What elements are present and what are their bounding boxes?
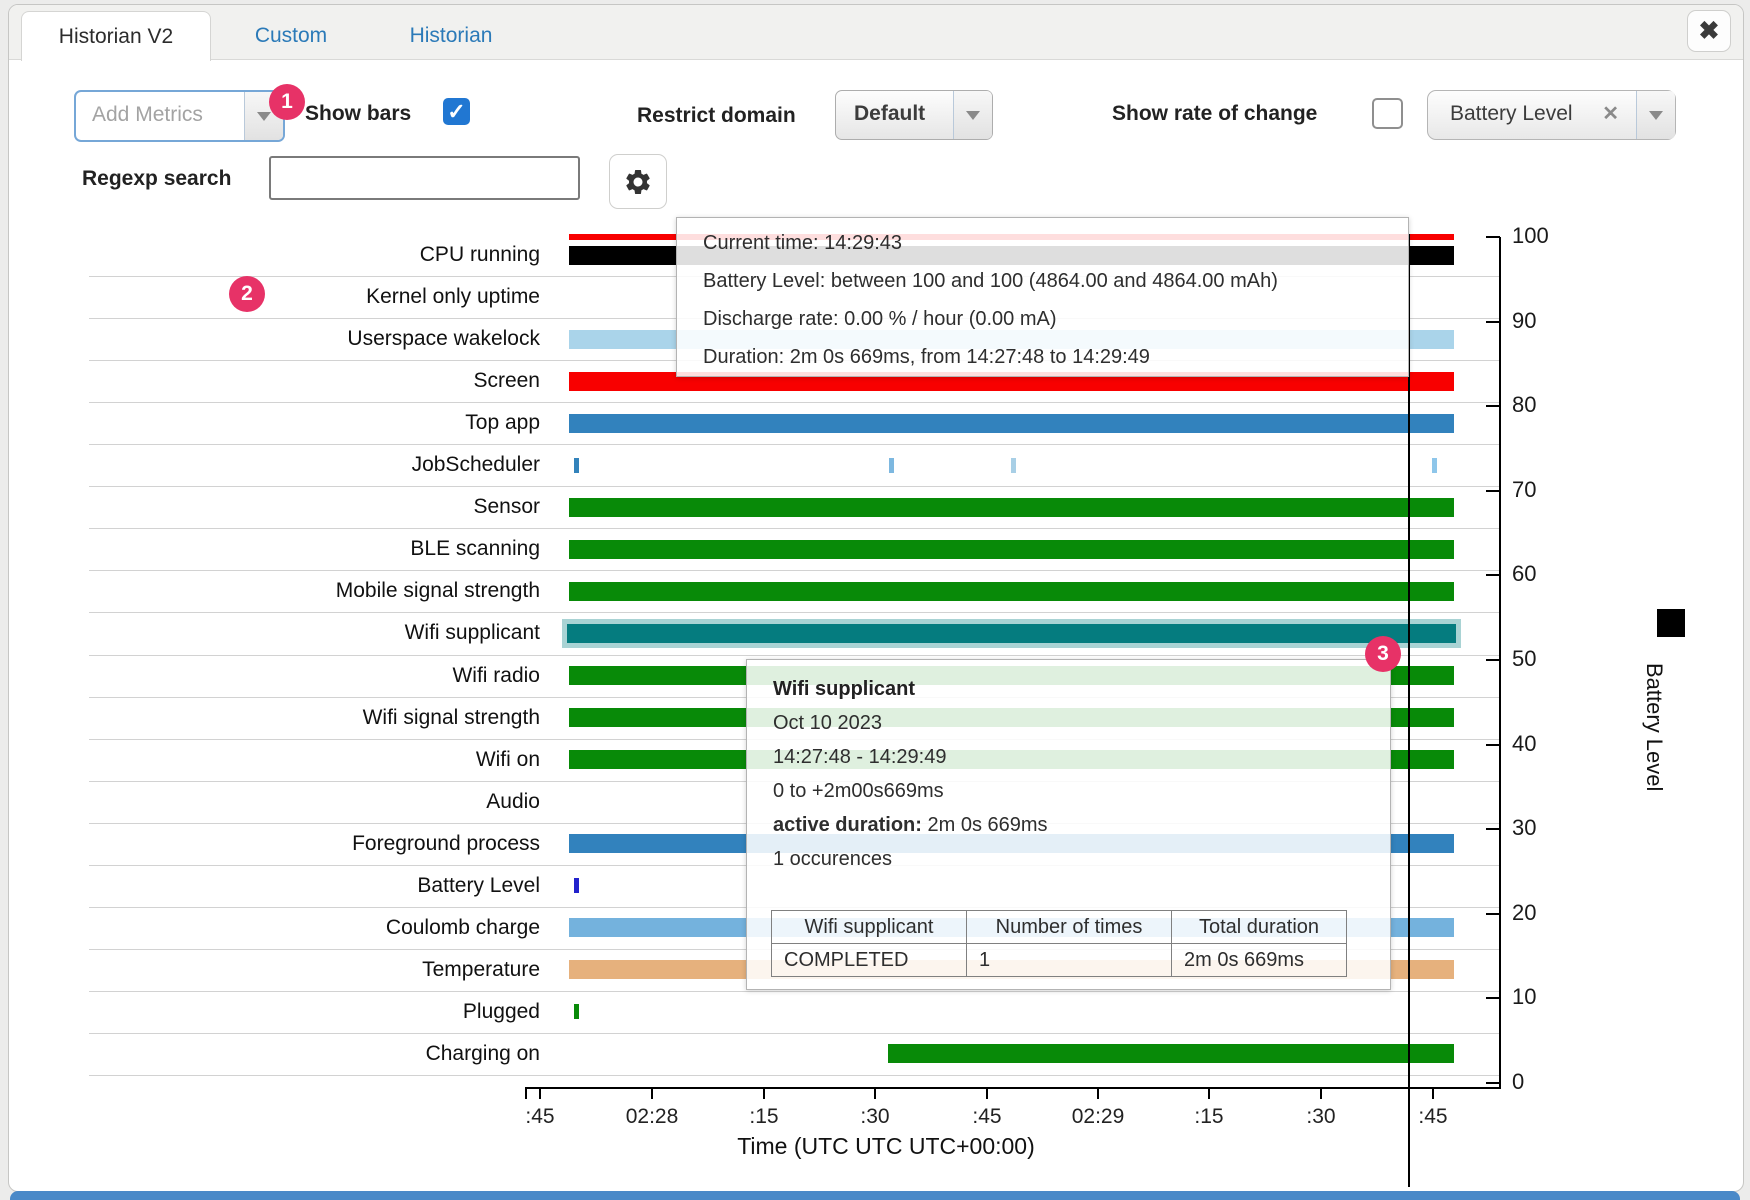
table-header-row	[772, 911, 1347, 944]
gear-icon	[623, 167, 653, 197]
y-axis-tick-label: 20	[1512, 899, 1537, 925]
x-axis-tick-label: :45	[525, 1105, 555, 1128]
show-rate-checkbox[interactable]	[1372, 98, 1403, 129]
x-axis	[525, 1087, 1500, 1089]
settings-button[interactable]	[609, 154, 667, 209]
legend-swatch	[1657, 609, 1685, 637]
add-metrics-placeholder: Add Metrics	[92, 103, 203, 126]
row-label-charging-on: Charging on	[425, 1041, 540, 1065]
bottom-panel-edge	[10, 1191, 1740, 1200]
bar-sensor[interactable]	[569, 498, 1454, 517]
row-label-coulomb-charge: Coulomb charge	[385, 915, 540, 939]
row-label-ble-scanning: BLE scanning	[410, 537, 540, 561]
row-label-top-app: Top app	[465, 411, 540, 435]
tab-historian-v2[interactable]: Historian V2	[21, 11, 211, 61]
y-axis-tick-label: 40	[1512, 730, 1537, 756]
table-header: Number of times	[967, 911, 1172, 944]
annotation-badge-2: 2	[229, 276, 265, 312]
y-axis-tick-label: 100	[1512, 223, 1549, 248]
y-axis-tick	[1486, 574, 1500, 576]
x-axis-tick-label: 02:28	[625, 1105, 679, 1128]
row-label-wifi-signal-strength: Wifi signal strength	[362, 705, 540, 729]
bar-plugged[interactable]	[574, 1004, 579, 1019]
tab-historian[interactable]: Historian	[409, 24, 493, 47]
bar-jobscheduler[interactable]	[1432, 458, 1437, 473]
wifi-supplicant-tooltip	[746, 659, 1391, 990]
bar-jobscheduler[interactable]	[574, 458, 579, 473]
x-axis-tick-label: 02:29	[1071, 1105, 1125, 1128]
table-cell: 2m 0s 669ms	[1172, 944, 1347, 977]
close-icon: ✖	[1698, 17, 1720, 45]
restrict-domain-dropdown-button[interactable]	[953, 91, 992, 139]
x-axis-tick-label: :30	[1306, 1105, 1336, 1128]
close-button[interactable]	[1687, 10, 1731, 52]
restrict-domain-label: Restrict domain	[637, 104, 796, 127]
table-cell: COMPLETED	[772, 944, 967, 977]
row-label-wifi-on: Wifi on	[475, 747, 540, 771]
y-axis-tick	[1486, 236, 1500, 238]
y-axis-tick	[1486, 1082, 1500, 1084]
row-label-plugged: Plugged	[462, 999, 540, 1023]
row-label-sensor: Sensor	[473, 495, 540, 519]
y-axis-tick	[1486, 321, 1500, 323]
tooltip-line-current-time: Current time: 14:29:43	[703, 232, 902, 254]
show-rate-label: Show rate of change	[1112, 102, 1318, 125]
x-axis-tick-label: :15	[1194, 1105, 1224, 1128]
tooltip-active-duration	[747, 808, 1390, 842]
y-axis-tick	[1486, 913, 1500, 915]
y-axis-tick	[1486, 405, 1500, 407]
row-label-screen: Screen	[473, 369, 540, 393]
row-label-foreground-process: Foreground process	[352, 831, 540, 855]
x-axis-tick-label: :45	[1418, 1105, 1448, 1128]
restrict-domain-select[interactable]	[835, 90, 993, 140]
y-axis-tick	[1486, 744, 1500, 746]
bar-wifi-supplicant[interactable]	[567, 624, 1456, 643]
active-duration-label: active duration:	[773, 814, 922, 836]
y-axis-tick-label: 0	[1512, 1069, 1525, 1094]
chevron-down-icon	[966, 111, 980, 120]
tooltip-occurrences: 1 occurences	[773, 848, 892, 870]
metric-chip-label: Battery Level	[1450, 102, 1573, 125]
app-window	[8, 4, 1744, 1192]
y-axis-tick	[1486, 997, 1500, 999]
y-axis-tick-label: 10	[1512, 984, 1537, 1010]
active-duration-value: 2m 0s 669ms	[921, 814, 1048, 836]
y-axis-tick-label: 90	[1512, 307, 1537, 333]
table-cell: 1	[967, 944, 1172, 977]
bar-mobile-signal-strength[interactable]	[569, 582, 1454, 601]
bar-jobscheduler[interactable]	[889, 458, 894, 473]
row-label-battery-level: Battery Level	[417, 873, 540, 897]
current-time-tooltip	[676, 217, 1409, 377]
row-label-jobscheduler: JobScheduler	[411, 453, 540, 477]
x-axis-tick-label: :30	[860, 1105, 890, 1128]
metric-chip-dropdown-button[interactable]	[1636, 91, 1675, 139]
annotation-badge-1: 1	[269, 84, 305, 120]
legend-label: Battery Level	[1642, 663, 1667, 792]
tooltip-title: Wifi supplicant	[773, 678, 916, 700]
chevron-down-icon	[257, 112, 271, 121]
table-header: Total duration	[1172, 911, 1347, 944]
x-axis-tick-label: :15	[749, 1105, 779, 1128]
table-header: Wifi supplicant	[772, 911, 967, 944]
row-separator	[89, 1075, 1500, 1076]
row-label-cpu-running: CPU running	[419, 243, 540, 266]
row-label-wifi-radio: Wifi radio	[452, 663, 540, 687]
regexp-search-label: Regexp search	[82, 167, 232, 190]
y-axis	[1499, 237, 1501, 1089]
add-metrics-combobox[interactable]	[74, 90, 285, 142]
wifi-supplicant-table	[771, 910, 1347, 977]
row-label-kernel-only-uptime: Kernel only uptime	[366, 285, 540, 309]
remove-metric-icon[interactable]: ✕	[1602, 103, 1619, 125]
show-bars-checkbox[interactable]	[443, 98, 470, 125]
y-axis-tick	[1486, 490, 1500, 492]
table-row	[772, 944, 1347, 977]
y-axis-tick-label: 60	[1512, 561, 1537, 587]
tooltip-line-battery-level: Battery Level: between 100 and 100 (4864.00 and 4864.00 mAh)	[703, 270, 1278, 292]
check-icon: ✓	[447, 99, 466, 124]
bar-ble-scanning[interactable]	[569, 540, 1454, 559]
tab-custom[interactable]: Custom	[254, 24, 328, 47]
tooltip-line-duration: Duration: 2m 0s 669ms, from 14:27:48 to 14:29:49	[703, 346, 1150, 368]
restrict-domain-value: Default	[854, 102, 926, 125]
row-label-temperature: Temperature	[422, 957, 540, 981]
x-axis-tick-label: :45	[972, 1105, 1002, 1128]
y-axis-tick-label: 30	[1512, 815, 1537, 841]
row-label-mobile-signal-strength: Mobile signal strength	[335, 579, 540, 603]
tab-bar	[9, 5, 1743, 60]
bar-top-app[interactable]	[569, 414, 1454, 433]
row-label-wifi-supplicant: Wifi supplicant	[404, 621, 540, 645]
regexp-search-input[interactable]	[269, 156, 580, 200]
tooltip-line-discharge-rate: Discharge rate: 0.00 % / hour (0.00 mA)	[703, 308, 1057, 330]
y-axis-tick	[1486, 828, 1500, 830]
y-axis-tick	[1486, 659, 1500, 661]
show-bars-label: Show bars	[305, 102, 412, 125]
y-axis-tick-label: 50	[1512, 646, 1537, 671]
bar-charging-on[interactable]	[888, 1044, 1454, 1063]
row-label-audio: Audio	[486, 789, 540, 813]
metric-filter-chip[interactable]	[1427, 90, 1676, 140]
annotation-badge-3: 3	[1365, 636, 1401, 672]
tooltip-time-range: 14:27:48 - 14:29:49	[773, 746, 947, 768]
bar-battery-level[interactable]	[574, 878, 579, 893]
y-axis-tick-label: 80	[1512, 392, 1537, 418]
row-label-userspace-wakelock: Userspace wakelock	[347, 327, 540, 351]
tooltip-date: Oct 10 2023	[773, 712, 882, 734]
y-axis-tick-label: 70	[1512, 476, 1537, 502]
tooltip-offset-range: 0 to +2m00s669ms	[773, 780, 944, 802]
chevron-down-icon	[1649, 111, 1663, 120]
bar-jobscheduler[interactable]	[1011, 458, 1016, 473]
x-axis-title: Time (UTC UTC UTC+00:00)	[737, 1133, 1035, 1159]
